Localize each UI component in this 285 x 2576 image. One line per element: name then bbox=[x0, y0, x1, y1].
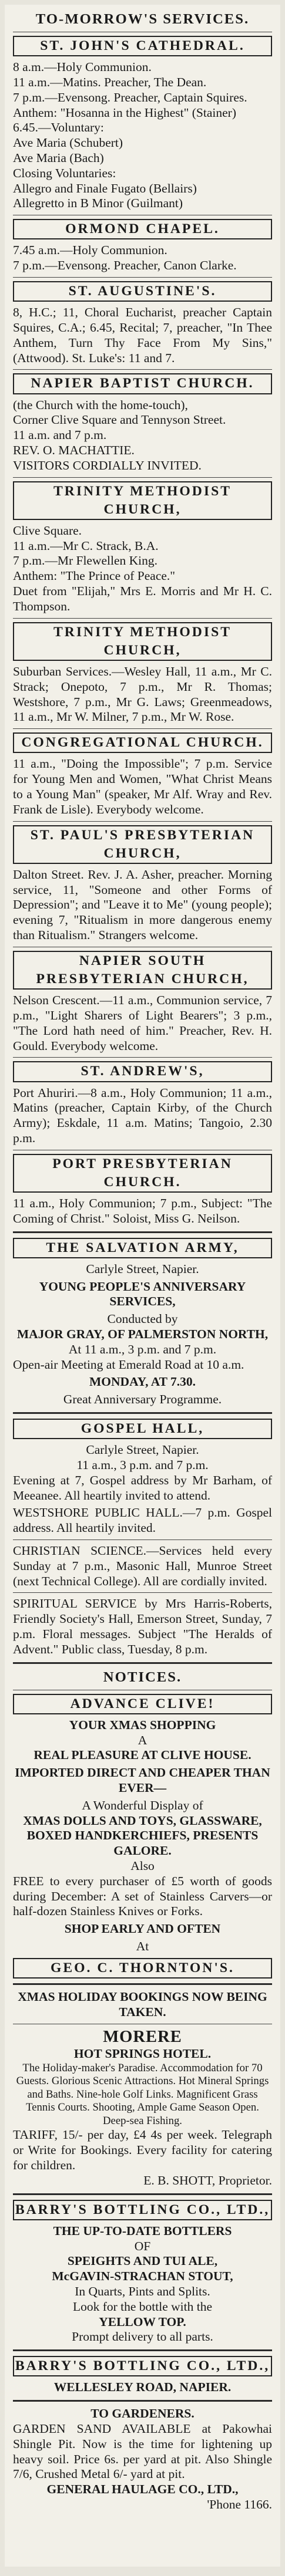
clive-line: FREE to every purchaser of £5 worth of goods during December: A set of Stainless Carvers—or half-dozen Stainless Knives or Forks. bbox=[13, 1873, 272, 1919]
morere-tariff: TARIFF, 15/- per day, £4 4s per week. Telegraph or Write for Bookings. Every facility for catering for children. bbox=[13, 2128, 272, 2173]
service-line: Anthem: "The Prince of Peace." bbox=[13, 569, 176, 583]
service-line: Closing Voluntaries: bbox=[13, 166, 116, 180]
barrys-line: YELLOW TOP. bbox=[99, 2314, 186, 2329]
gospel-address: Carlyle Street, Napier. bbox=[86, 1443, 199, 1457]
clive-line: REAL PLEASURE AT CLIVE HOUSE. bbox=[33, 1748, 252, 1763]
divider bbox=[13, 1662, 272, 1664]
clive-line: GEO. C. THORNTON'S. bbox=[13, 1958, 272, 1979]
service-line: 11 a.m. and 7 p.m. bbox=[13, 428, 107, 443]
service-line: 8 a.m.—Holy Communion. bbox=[13, 60, 152, 75]
barrys-line: McGAVIN-STRACHAN STOUT, bbox=[52, 2269, 233, 2284]
service-line: 11 a.m., Holy Communion; 7 p.m., Subject: "The Coming of Christ." Soloist, Miss G. Neilson. bbox=[13, 1196, 272, 1225]
service-entry bbox=[13, 1061, 272, 1146]
barrys-line: SPEIGHTS AND TUI ALE, bbox=[67, 2254, 218, 2268]
service-line: Duet from "Elijah," Mrs E. Morris and Mr H. C. Thompson. bbox=[13, 584, 272, 613]
service-title: ST. ANDREW'S, bbox=[13, 1061, 272, 1082]
divider bbox=[13, 1231, 272, 1233]
salvation-monday: MONDAY, AT 7.30. bbox=[89, 1375, 196, 1389]
spiritual-notice: SPIRITUAL SERVICE by Mrs Harris-Roberts, Friendly Society's Hall, Emerson Street, Sunday, 7 p.m. Floral messages. Subject "The Heralds of Advent." Public class, Tuesday, 8 p.m. bbox=[13, 1596, 272, 1656]
service-line: Corner Clive Square and Tennyson Street. bbox=[13, 413, 226, 427]
service-line: 11 a.m., "Doing the Impossible"; 7 p.m. Service for Young Men and Women, "What Christ Means to a Young Man" (speaker, Mr Alf. Wray and Rev. Frank de Lisle). Everybody welcome. bbox=[13, 757, 272, 816]
service-line: (the Church with the home-touch), bbox=[13, 397, 188, 412]
garden-company: GENERAL HAULAGE CO., LTD., bbox=[46, 2482, 239, 2497]
clive-line: SHOP EARLY AND OFTEN bbox=[64, 1922, 221, 1936]
garden-body: GARDEN SAND AVAILABLE at Pakowhai Shingle Pit. Now is the time for lightening up heavy soil. Price 6s. per yard at pit. Also Shingle 7/6, Crushed Metal 6/- yard at pit. bbox=[13, 2421, 272, 2482]
clive-line: XMAS DOLLS AND TOYS, GLASSWARE, bbox=[23, 1813, 262, 1828]
service-entry bbox=[13, 219, 272, 274]
gospel-times: 11 a.m., 3 p.m. and 7 p.m. bbox=[76, 1458, 209, 1472]
service-line: Ave Maria (Bach) bbox=[13, 151, 104, 166]
divider bbox=[13, 2349, 272, 2351]
divider bbox=[13, 1057, 272, 1058]
service-line: 11 a.m.—Matins. Preacher, The Dean. bbox=[13, 75, 207, 90]
clive-line: Also bbox=[130, 1859, 155, 1873]
divider bbox=[13, 2193, 272, 2195]
service-title: TRINITY METHODIST CHURCH, bbox=[13, 622, 272, 661]
clive-line: At bbox=[136, 1939, 149, 1953]
salvation-major: MAJOR GRAY, OF PALMERSTON NORTH, bbox=[16, 1327, 269, 1342]
gospel-title: GOSPEL HALL, bbox=[13, 1419, 272, 1439]
service-entry bbox=[13, 732, 272, 817]
barrys-line: THE UP-TO-DATE BOTTLERS bbox=[53, 2223, 232, 2238]
services-list bbox=[13, 36, 272, 1227]
service-line: 8, H.C.; 11, Choral Eucharist, preacher Captain Squires, C.A.; 6.45, Recital; 7, preacher, "In Thee Anthem, Turn Thy Face From My Sins," (Attwood). St. Luke's: 11 and 7. bbox=[13, 305, 272, 365]
service-line: REV. O. MACHATTIE. bbox=[13, 443, 135, 457]
page-heading: TO-MORROW'S SERVICES. bbox=[35, 11, 250, 27]
salvation-openair: Open-air Meeting at Emerald Road at 10 a.m. bbox=[13, 1357, 244, 1372]
service-line: 7 p.m.—Evensong. Preacher, Captain Squires. bbox=[13, 90, 247, 104]
barrys2-title: BARRY'S BOTTLING CO., LTD., bbox=[13, 2356, 272, 2376]
divider bbox=[13, 277, 272, 278]
clive-line: A Wonderful Display of bbox=[82, 1798, 203, 1812]
barrys-line: OF bbox=[134, 2239, 151, 2253]
salvation-subhead: YOUNG PEOPLE'S ANNIVERSARY SERVICES, bbox=[39, 1279, 246, 1309]
service-line: 7 p.m.—Evensong. Preacher, Canon Clarke. bbox=[13, 258, 237, 273]
service-title: CONGREGATIONAL CHURCH. bbox=[13, 732, 272, 753]
service-entry bbox=[13, 622, 272, 725]
service-entry bbox=[13, 36, 272, 211]
barrys-title: BARRY'S BOTTLING CO., LTD., bbox=[13, 2200, 272, 2220]
service-line: 7 p.m.—Mr Flewellen King. bbox=[13, 553, 158, 568]
service-title: TRINITY METHODIST CHURCH, bbox=[13, 481, 272, 520]
service-entry bbox=[13, 825, 272, 943]
divider bbox=[13, 1539, 272, 1540]
divider bbox=[13, 728, 272, 729]
morere-title: MORERE bbox=[103, 2027, 182, 2046]
service-title: PORT PRESBYTERIAN CHURCH. bbox=[13, 1154, 272, 1193]
salvation-title: THE SALVATION ARMY, bbox=[13, 1238, 272, 1258]
service-title: ST. PAUL'S PRESBYTERIAN CHURCH, bbox=[13, 825, 272, 864]
divider bbox=[13, 618, 272, 619]
service-title: NAPIER SOUTH PRESBYTERIAN CHURCH, bbox=[13, 951, 272, 990]
garden-title: TO GARDENERS. bbox=[90, 2406, 195, 2421]
barrys-line: Look for the bottle with the bbox=[72, 2299, 213, 2314]
service-line: Dalton Street. Rev. J. A. Asher, preacher. Morning service, 11, "Someone and other Forms of Depression"; and "Leave it to Me" (young people); evening 7, "Ritualism in more dangerous enemy than Ritualism." Strangers welcome. bbox=[13, 867, 272, 943]
service-line: 6.45.—Voluntary: bbox=[13, 120, 104, 135]
barrys2-addr: WELLESLEY ROAD, NAPIER. bbox=[53, 2380, 232, 2395]
divider bbox=[13, 821, 272, 822]
clive-line: IMPORTED DIRECT AND CHEAPER THAN EVER— bbox=[15, 1765, 270, 1795]
gospel-text: Evening at 7, Gospel address by Mr Barham, of Meeanee. All heartily invited to attend. bbox=[13, 1473, 272, 1503]
morere-body: The Holiday-maker's Paradise. Accommodation for 70 Guests. Glorious Scenic Attractions. Hot Mineral Springs and Baths. Nine-hole Golf Links. Magnificent Grass Tennis Courts. Shooting, Ample Game Season Open. Deep-sea Fishing. bbox=[16, 2061, 269, 2127]
newspaper-page bbox=[5, 5, 280, 2567]
service-entry bbox=[13, 373, 272, 473]
service-line: Allegretto in B Minor (Guilmant) bbox=[13, 196, 183, 211]
service-entry bbox=[13, 281, 272, 366]
morere-prop: E. B. SHOTT, Proprietor. bbox=[143, 2173, 272, 2187]
service-line: Port Ahuriri.—8 a.m., Holy Communion; 11 a.m., Matins (preacher, Captain Kirby, of the Church Army); Eskdale, 11 a.m. Matins; Tangoio, 2.30 p.m. bbox=[13, 1085, 272, 1145]
service-line: Suburban Services.—Wesley Hall, 11 a.m., Mr C. Strack; Onepoto, 7 p.m., Mr R. Thomas; Westshore, 7 p.m., Mr G. Laws; Greenmeadows, 11 a.m., Mr W. Milner, 7 p.m., Mr W. Rose. bbox=[13, 664, 272, 724]
clive-line: BOXED HANDKERCHIEFS, PRESENTS GALORE. bbox=[26, 1828, 259, 1858]
salvation-times: At 11 a.m., 3 p.m. and 7 p.m. bbox=[68, 1342, 217, 1356]
service-title: ORMOND CHAPEL. bbox=[13, 219, 272, 239]
gospel-westshore: WESTSHORE PUBLIC HALL.—7 p.m. Gospel address. All heartily invited. bbox=[13, 1505, 272, 1535]
garden-phone: 'Phone 1166. bbox=[207, 2497, 272, 2511]
service-line: Allegro and Finale Fugato (Bellairs) bbox=[13, 181, 197, 195]
clive-line: A bbox=[138, 1733, 147, 1747]
service-line: Clive Square. bbox=[13, 523, 82, 538]
service-line: 7.45 a.m.—Holy Communion. bbox=[13, 243, 167, 258]
divider bbox=[13, 1412, 272, 1414]
service-line: VISITORS CORDIALLY INVITED. bbox=[13, 458, 202, 472]
service-title: NAPIER BAPTIST CHURCH. bbox=[13, 373, 272, 394]
salvation-address: Carlyle Street, Napier. bbox=[86, 1261, 199, 1276]
divider bbox=[13, 2400, 272, 2402]
service-title: ST. AUGUSTINE'S. bbox=[13, 281, 272, 302]
salvation-program: Great Anniversary Programme. bbox=[63, 1392, 222, 1407]
salvation-conducted: Conducted by bbox=[107, 1312, 178, 1326]
morere-head: XMAS HOLIDAY BOOKINGS NOW BEING TAKEN. bbox=[18, 1989, 267, 2019]
service-entry bbox=[13, 481, 272, 615]
service-line: Ave Maria (Schubert) bbox=[13, 136, 123, 150]
clive-line: YOUR XMAS SHOPPING bbox=[69, 1717, 216, 1732]
notices-heading: NOTICES. bbox=[103, 1669, 182, 1685]
divider bbox=[13, 1983, 272, 1985]
morere-sub: HOT SPRINGS HOTEL. bbox=[73, 2046, 212, 2061]
service-entry bbox=[13, 951, 272, 1054]
divider bbox=[13, 1592, 272, 1593]
barrys-line: Prompt delivery to all parts. bbox=[72, 2329, 213, 2344]
service-line: 11 a.m.—Mr C. Strack, B.A. bbox=[13, 538, 159, 553]
divider bbox=[13, 369, 272, 370]
christian-science-notice: CHRISTIAN SCIENCE.—Services held every Sunday at 7 p.m., Masonic Hall, Munroe Street (next Technical College). All are cordially invited. bbox=[13, 1543, 272, 1588]
divider bbox=[13, 477, 272, 478]
clive-title: ADVANCE CLIVE! bbox=[13, 1694, 272, 1714]
service-title: ST. JOHN'S CATHEDRAL. bbox=[13, 36, 272, 56]
service-line: Anthem: "Hosanna in the Highest" (Stainer) bbox=[13, 105, 236, 120]
service-entry bbox=[13, 1154, 272, 1227]
service-line: Nelson Crescent.—11 a.m., Communion service, 7 p.m., "Light Sharers of Light Bearers"; 3 p.m., "The Lord hath need of him." Preacher, Rev. H. Gould. Everybody welcome. bbox=[13, 993, 272, 1053]
barrys-line: In Quarts, Pints and Splits. bbox=[75, 2284, 210, 2299]
